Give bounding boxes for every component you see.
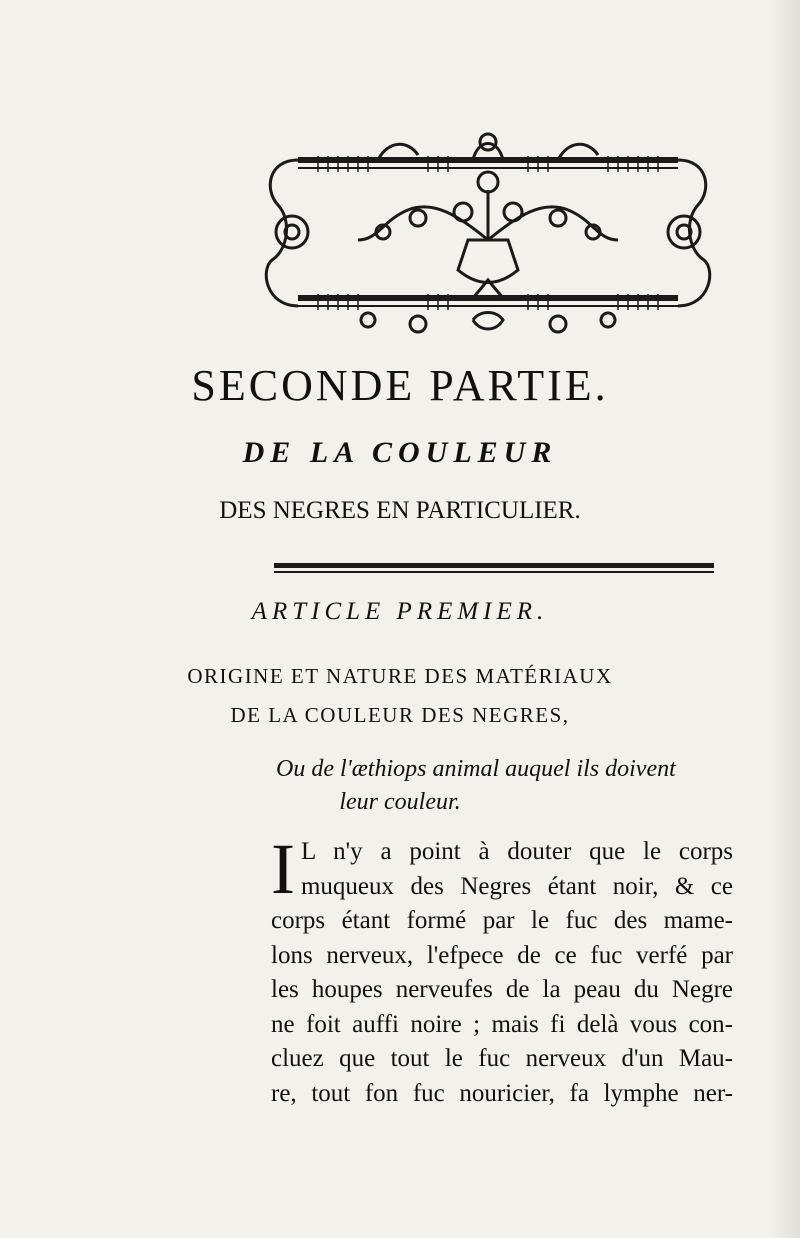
drop-capital: I (271, 829, 295, 909)
part-title: SECONDE PARTIE. (191, 361, 609, 410)
body-paragraph (271, 829, 733, 1111)
body-line: muqueux des Negres étant noir, & ce (300, 872, 733, 900)
section-heading-line-1: ORIGINE ET NATURE DES MATÉRIAUX (187, 664, 613, 688)
body-line: L n'y a point à douter que le corps (300, 838, 733, 865)
italic-subheading-line-2: leur couleur. (339, 789, 461, 815)
body-line: cluez que tout le fuc nerveux d'un Mau- (271, 1045, 733, 1072)
body-line: ne foit auffi noire ; mais fi delà vous con- (271, 1010, 733, 1038)
article-heading: ARTICLE PREMIER. (251, 598, 549, 625)
double-rule-thin (274, 571, 714, 573)
body-line: lons nerveux, l'efpece de ce fuc verfé par (271, 941, 733, 969)
ornamental-headpiece-icon (258, 120, 718, 342)
italic-subheading-line-1: Ou de l'æthiops animal auquel ils doivent (276, 756, 676, 782)
double-rule-thick (274, 563, 714, 568)
part-subtitle-2: DES NEGRES EN PARTICULIER. (219, 497, 581, 524)
body-line: les houpes nerveufes de la peau du Negre (271, 976, 733, 1003)
part-subtitle: DE LA COULEUR (242, 436, 558, 469)
section-heading-line-2: DE LA COULEUR DES NEGRES, (230, 703, 570, 727)
body-line: re, tout fon fuc nouricier, fa lymphe ner- (271, 1079, 733, 1107)
body-line: corps étant formé par le fuc des mame- (271, 907, 733, 934)
